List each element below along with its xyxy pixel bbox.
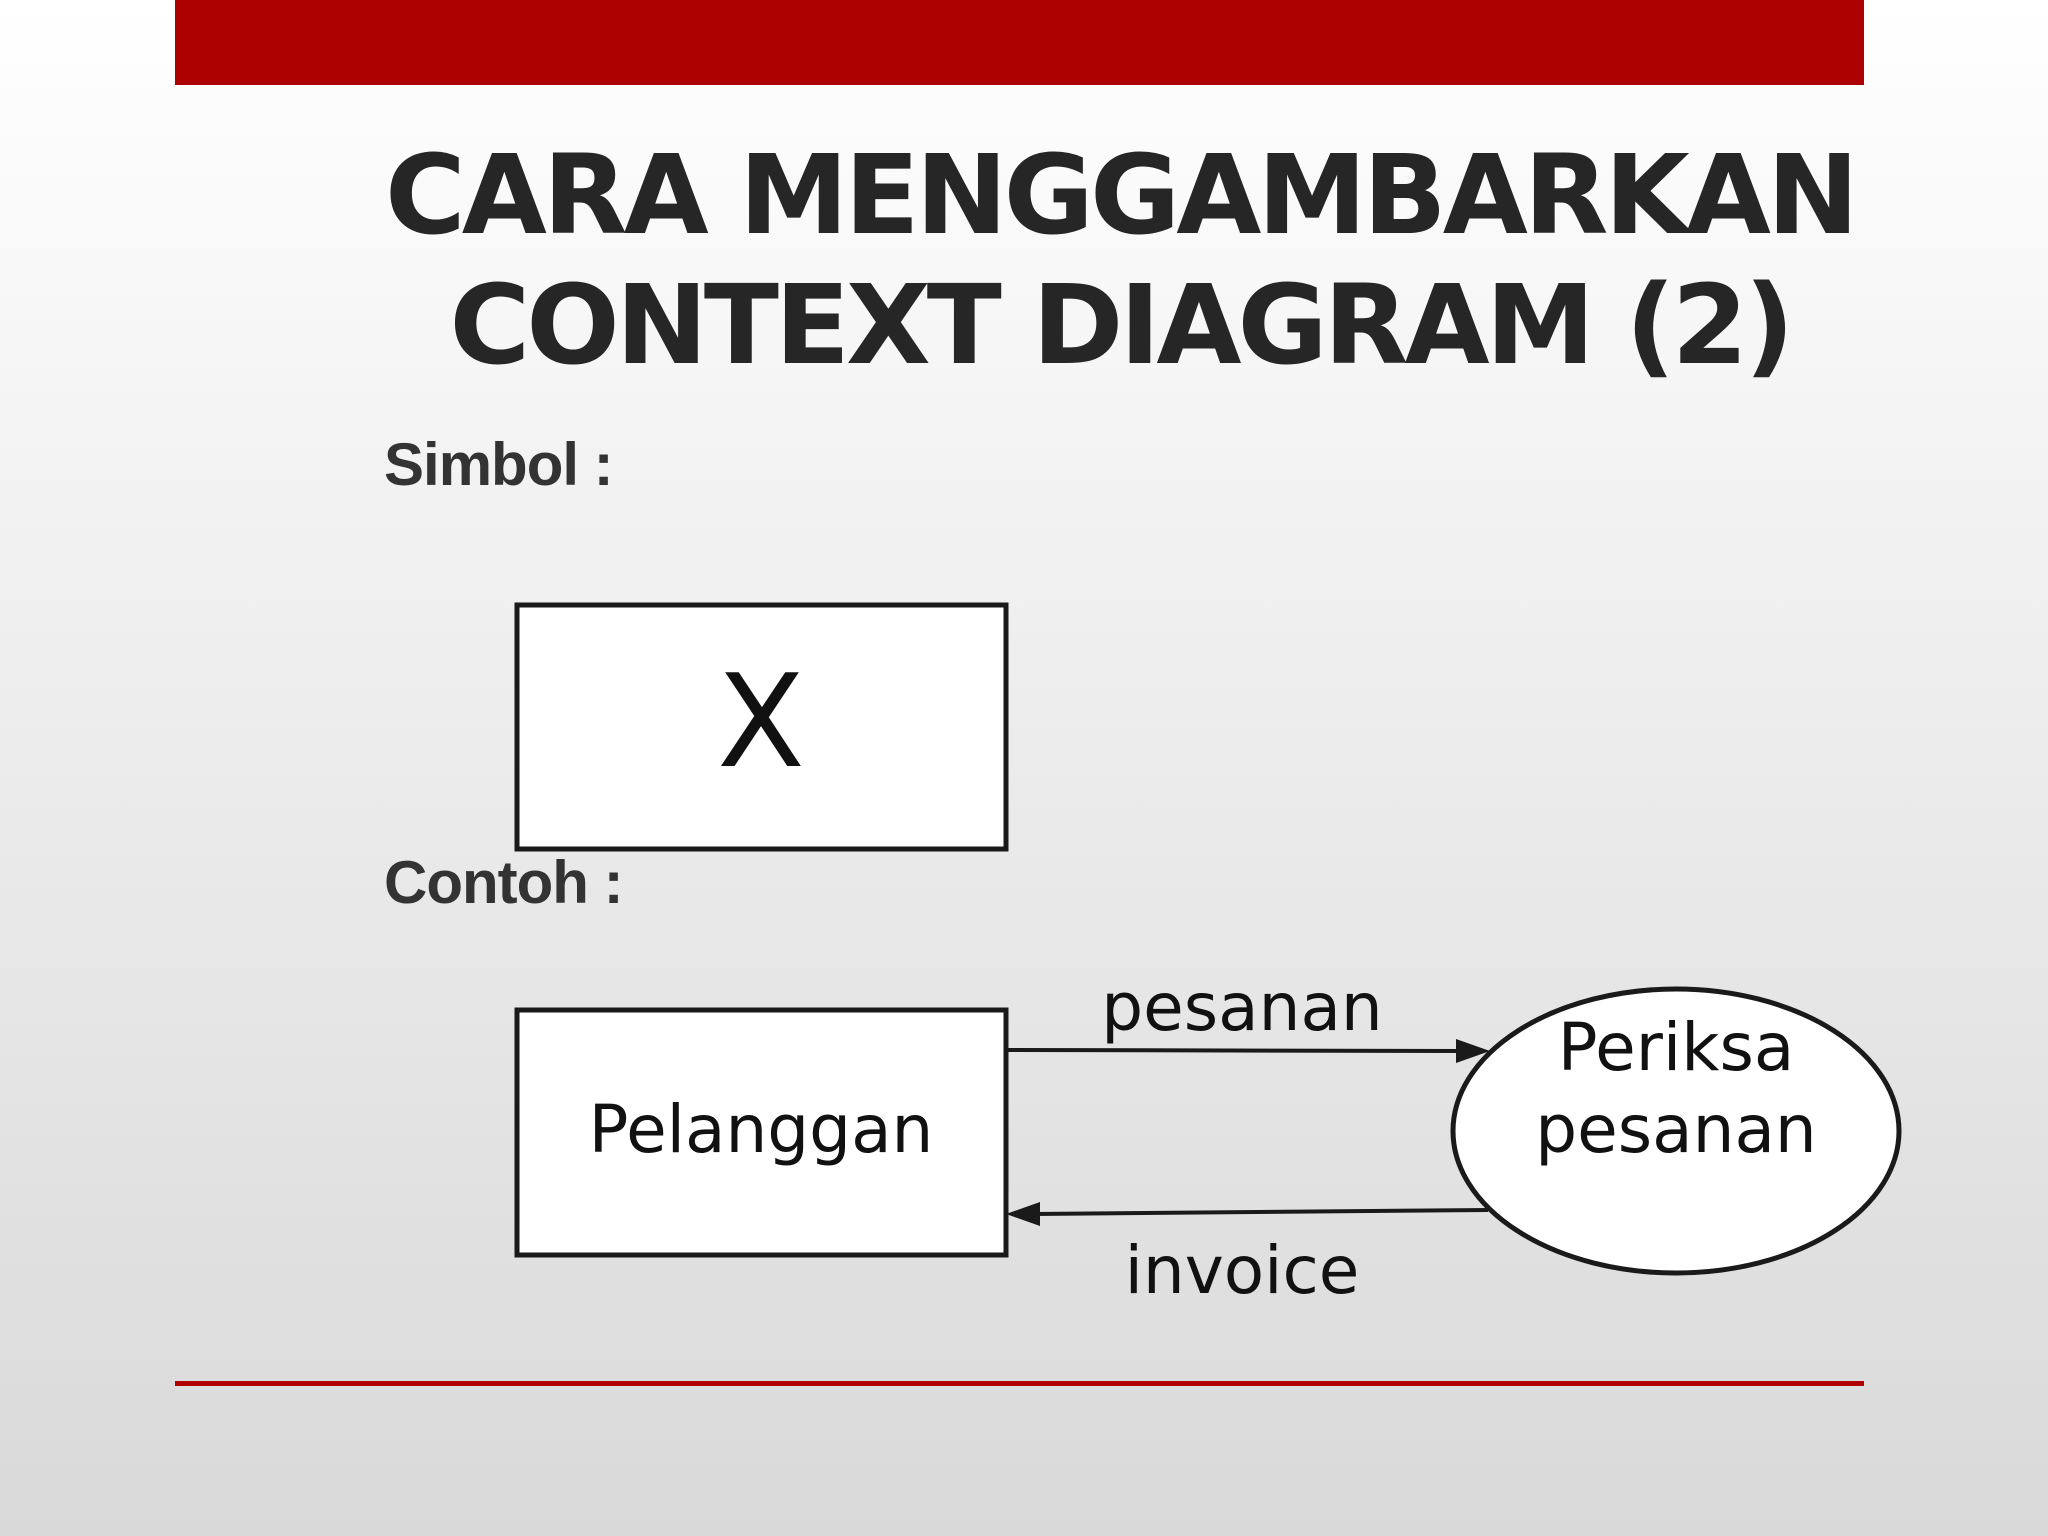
process-label-line-1: Periksa bbox=[1557, 1009, 1795, 1086]
flow-out-line bbox=[1006, 1050, 1462, 1051]
title-line-2: CONTEXT DIAGRAM (2) bbox=[449, 261, 1791, 389]
flow-in-arrowhead bbox=[1006, 1202, 1040, 1226]
process-label-line-2: pesanan bbox=[1535, 1091, 1817, 1168]
symbol-box-text: X bbox=[717, 648, 805, 797]
title-line-1: CARA MENGGAMBARKAN bbox=[385, 131, 1855, 259]
flow-in-label: invoice bbox=[1124, 1232, 1360, 1309]
flow-in-line bbox=[1034, 1210, 1488, 1214]
entity-label: Pelanggan bbox=[588, 1091, 934, 1168]
symbol-label: Simbol : bbox=[384, 431, 613, 498]
bottom-accent-rule bbox=[175, 1381, 1864, 1386]
flow-out-label: pesanan bbox=[1101, 969, 1383, 1046]
example-label: Contoh : bbox=[384, 849, 623, 916]
